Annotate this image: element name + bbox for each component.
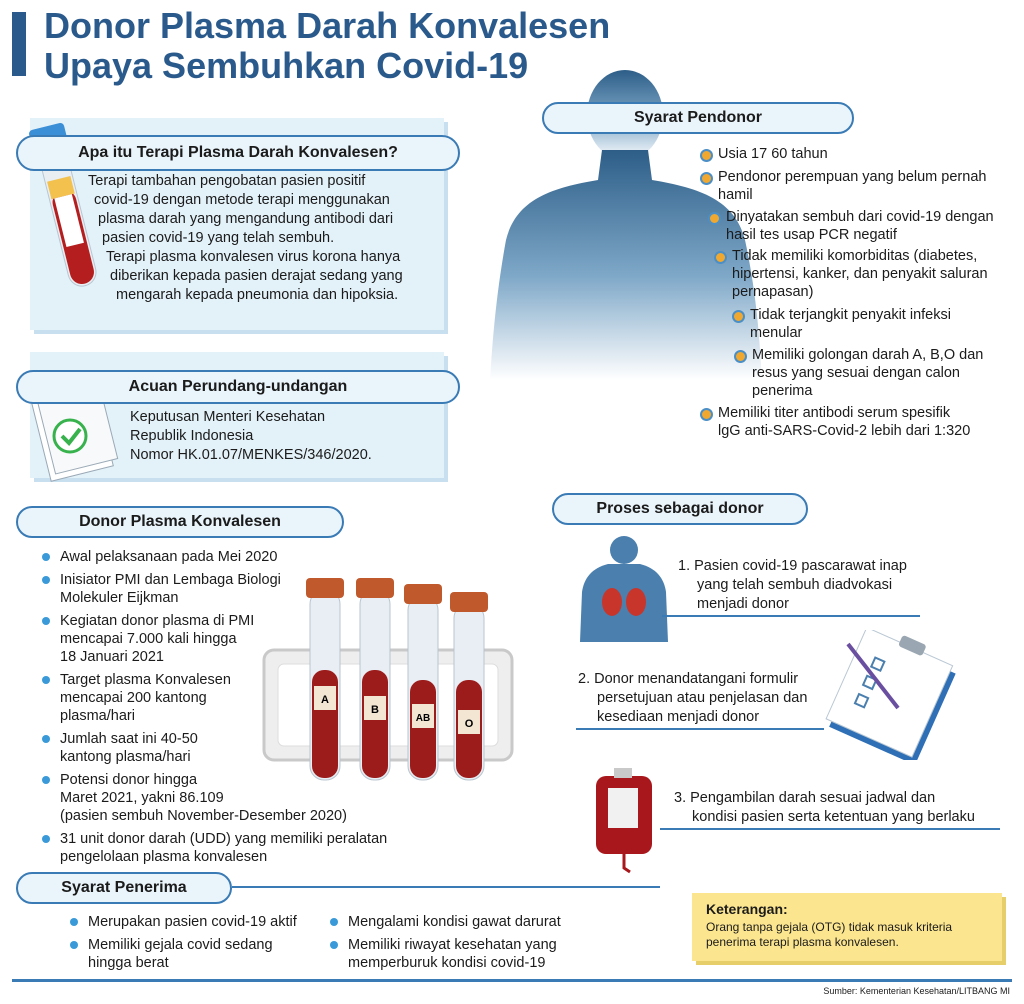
apa-itu-line-2: covid-19 dengan metode terapi menggunakan [94,192,390,208]
bullet-icon [732,310,745,323]
footer-line [12,979,1012,982]
page-title-line1: Donor Plasma Darah Konvalesen [44,5,611,46]
syarat-pendonor-heading: Syarat Pendonor [542,102,854,134]
apa-itu-line-5: Terapi plasma konvalesen virus korona hanya [106,249,401,265]
bullet-icon [42,553,50,561]
source-credit: Sumber: Kementerian Kesehatan/LITBANG MI [823,986,1010,996]
bullet-icon [708,212,721,225]
patient-chest-icon [580,532,670,642]
pendonor-item-1: Usia 17 60 tahun [718,145,828,163]
bullet-icon [330,941,338,949]
bullet-icon [42,776,50,784]
bullet-icon [700,172,713,185]
acuan-line-2: Republik Indonesia [130,428,254,444]
bullet-icon [42,835,50,843]
pendonor-item-2: Pendonor perempuan yang belum pernah hamil [718,168,986,204]
list-item: 31 unit donor darah (UDD) yang memiliki peralatan pengelolaan plasma konvalesen [40,830,440,866]
proses-step-2-line-3: kesediaan menjadi donor [597,709,760,725]
donor-plasma-heading: Donor Plasma Konvalesen [16,506,344,538]
list-item: Memiliki riwayat kesehatan yang memperburuk kondisi covid-19 [328,936,608,972]
keterangan-note [692,893,1002,961]
apa-itu-line-6: diberikan kepada pasien derajat sedang yang [110,268,403,284]
bullet-icon [700,149,713,162]
penerima-list-col1 [68,913,328,977]
keterangan-heading: Keterangan: [706,901,788,917]
bullet-icon [330,918,338,926]
tube-label-ab: AB [415,713,431,724]
tube-label-o: O [464,718,474,730]
divider [660,828,1000,830]
list-item: Kegiatan donor plasma di PMI mencapai 7.000 kali hingga 18 Januari 2021 [40,612,440,666]
divider [576,728,824,730]
title-accent-bar [12,12,26,76]
bullet-icon [42,735,50,743]
bullet-icon [42,617,50,625]
pendonor-item-7: Memiliki titer antibodi serum spesifik lgG anti-SARS-Covid-2 lebih dari 1:320 [718,404,970,440]
divider [662,615,920,617]
list-item: Mengalami kondisi gawat darurat [328,913,608,931]
acuan-line-3: Nomor HK.01.07/MENKES/346/2020. [130,447,372,463]
list-item: Jumlah saat ini 40-50 kantong plasma/hari [40,730,440,766]
apa-itu-heading: Apa itu Terapi Plasma Darah Konvalesen? [16,135,460,171]
list-item: Memiliki gejala covid sedang hingga berat [68,936,328,972]
list-item: Merupakan pasien covid-19 aktif [68,913,328,931]
proses-step-1-line-3: menjadi donor [697,596,789,612]
apa-itu-line-4: pasien covid-19 yang telah sembuh. [102,230,335,246]
apa-itu-line-7: mengarah kepada pneumonia dan hipoksia. [116,287,399,303]
pendonor-item-3: Dinyatakan sembuh dari covid-19 dengan hasil tes usap PCR negatif [726,208,994,244]
bullet-icon [714,251,727,264]
penerima-list-col2 [328,913,608,977]
list-item: Potensi donor hingga Maret 2021, yakni 86.109 (pasien sembuh November-Desember 2020) [40,771,440,825]
pendonor-item-6: Memiliki golongan darah A, B,O dan resus yang sesuai dengan calon penerima [752,346,983,400]
list-item: Target plasma Konvalesen mencapai 200 kantong plasma/hari [40,671,440,725]
tube-label-a: A [321,694,329,706]
proses-step-2-line-2: persetujuan atau penjelasan dan [597,690,808,706]
proses-heading: Proses sebagai donor [552,493,808,525]
bullet-icon [70,941,78,949]
list-item: Awal pelaksanaan pada Mei 2020 [40,548,440,566]
test-tube-rack-icon [258,570,520,796]
apa-itu-line-3: plasma darah yang mengandung antibodi dari [98,211,394,227]
keterangan-line-1: Orang tanpa gejala (OTG) tidak masuk kriteria [706,920,953,934]
proses-step-1-line-1: 1. Pasien covid-19 pascarawat inap [678,558,907,574]
bullet-icon [734,350,747,363]
tube-label-b: B [371,704,379,716]
clipboard-form-icon [818,630,978,760]
bullet-icon [70,918,78,926]
pendonor-item-4: Tidak memiliki komorbiditas (diabetes, hipertensi, kanker, dan penyakit saluran pernapasan) [732,247,988,301]
bullet-icon [42,676,50,684]
bullet-icon [700,408,713,421]
proses-step-2-line-1: 2. Donor menandatangani formulir [578,671,799,687]
pendonor-item-5: Tidak terjangkit penyakit infeksi menular [750,306,951,342]
proses-step-1-line-2: yang telah sembuh diadvokasi [697,577,893,593]
keterangan-line-2: penerima terapi plasma konvalesen. [706,935,899,949]
page-title-line2: Upaya Sembuhkan Covid-19 [44,45,529,86]
list-item: Inisiator PMI dan Lembaga Biologi Molekuler Eijkman [40,571,440,607]
proses-step-3-line-1: 3. Pengambilan darah sesuai jadwal dan [674,790,936,806]
bullet-icon [42,576,50,584]
acuan-line-1: Keputusan Menteri Kesehatan [130,409,326,425]
acuan-heading: Acuan Perundang-undangan [16,370,460,404]
blood-bag-icon [590,768,660,878]
apa-itu-line-1: Terapi tambahan pengobatan pasien positif [88,173,366,189]
divider [232,886,660,888]
proses-step-3-line-2: kondisi pasien serta ketentuan yang berlaku [692,809,975,825]
syarat-penerima-heading: Syarat Penerima [16,872,232,904]
